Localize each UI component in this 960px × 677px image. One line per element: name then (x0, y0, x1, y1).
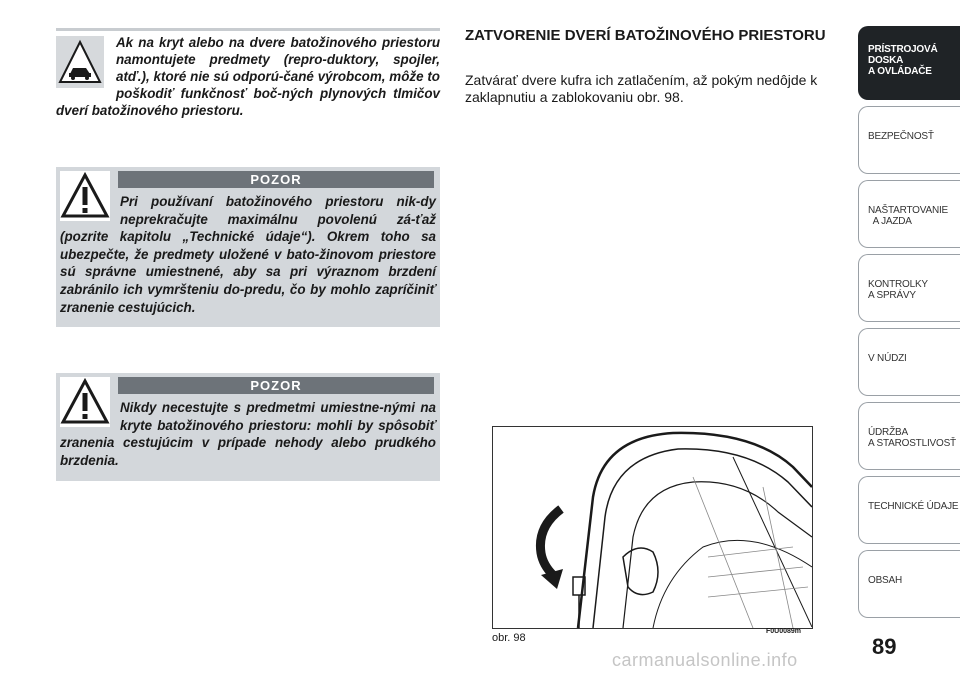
warning-text: Nikdy necestujte s predmetmi umiestne-nými na kryte batožinového priestoru: mohli by spôsobiť zranenia cestujúcim v prípade nehody alebo prudkého brzdenia. (60, 400, 436, 468)
page-number: 89 (872, 634, 897, 659)
tab-v-nudzi[interactable] (858, 328, 960, 396)
section-body: Zatvárať dvere kufra ich zatlačením, až pokým nedôjde k zaklapnutiu a zablokovaniu obr. 98. (465, 72, 818, 105)
tab-label: BEZPEČNOSŤ (868, 131, 934, 142)
warning-box-cover (56, 373, 440, 481)
tab-kontrolky[interactable] (858, 254, 960, 322)
curved-arrow-icon (531, 505, 567, 590)
warning-header: POZOR (118, 377, 434, 394)
tab-label: OBSAH (868, 575, 903, 586)
trunk-door-figure (492, 426, 813, 629)
tab-label: ÚDRŽBA A STAROSTLIVOSŤ (868, 427, 956, 449)
tab-label: TECHNICKÉ ÚDAJE (868, 501, 959, 512)
tab-label: V NÚDZI (868, 353, 907, 364)
tab-label: PRÍSTROJOVÁ DOSKA A OVLÁDAČE (868, 44, 938, 77)
tab-bezpecnost[interactable] (858, 106, 960, 174)
figure-caption: obr. 98 (492, 632, 526, 644)
tab-label: NAŠTARTOVANIE A JAZDA (868, 205, 949, 227)
figure-code: F0U0089m (766, 628, 802, 635)
tab-technicke-udaje[interactable] (858, 476, 960, 544)
tab-pristrojova-doska[interactable] (858, 26, 960, 100)
section-title: ZATVORENIE DVERÍ BATOŽINOVÉHO PRIESTORU (465, 27, 826, 44)
tab-nastartovanie[interactable] (858, 180, 960, 248)
tab-obsah[interactable] (858, 550, 960, 618)
watermark: carmanualsonline.info (612, 650, 798, 670)
warning-box-load (56, 167, 440, 327)
tab-udrzba[interactable] (858, 402, 960, 470)
warning-header: POZOR (118, 171, 434, 188)
note-divider (56, 28, 440, 31)
note-text: Ak na kryt alebo na dvere batožinového priestoru namontujete predmety (repro-duktory, spojler, atď.), ktoré nie sú odporú-čané výrobcom, môže to poškodiť funkčnosť boč-ných plynových tlmičov dverí batožinového priestoru. (56, 35, 440, 118)
chapter-tabs (858, 26, 960, 624)
warning-text: Pri používaní batožinového priestoru nik-dy neprekračujte maximálnu povolenú zá-ťaž (pozrite kapitolu „Technické údaje“). Okrem toho sa ubezpečte, že predmety uložené v bato-žinovom priestore sú správne umiestnené, aby sa pri výraznom brzdení zabránilo ich vymršteniu do-predu, čo by mohlo zapríčiniť zranenie cestujúcich. (60, 194, 436, 315)
tab-label: KONTROLKY A SPRÁVY (868, 279, 928, 301)
note-box (56, 28, 440, 128)
